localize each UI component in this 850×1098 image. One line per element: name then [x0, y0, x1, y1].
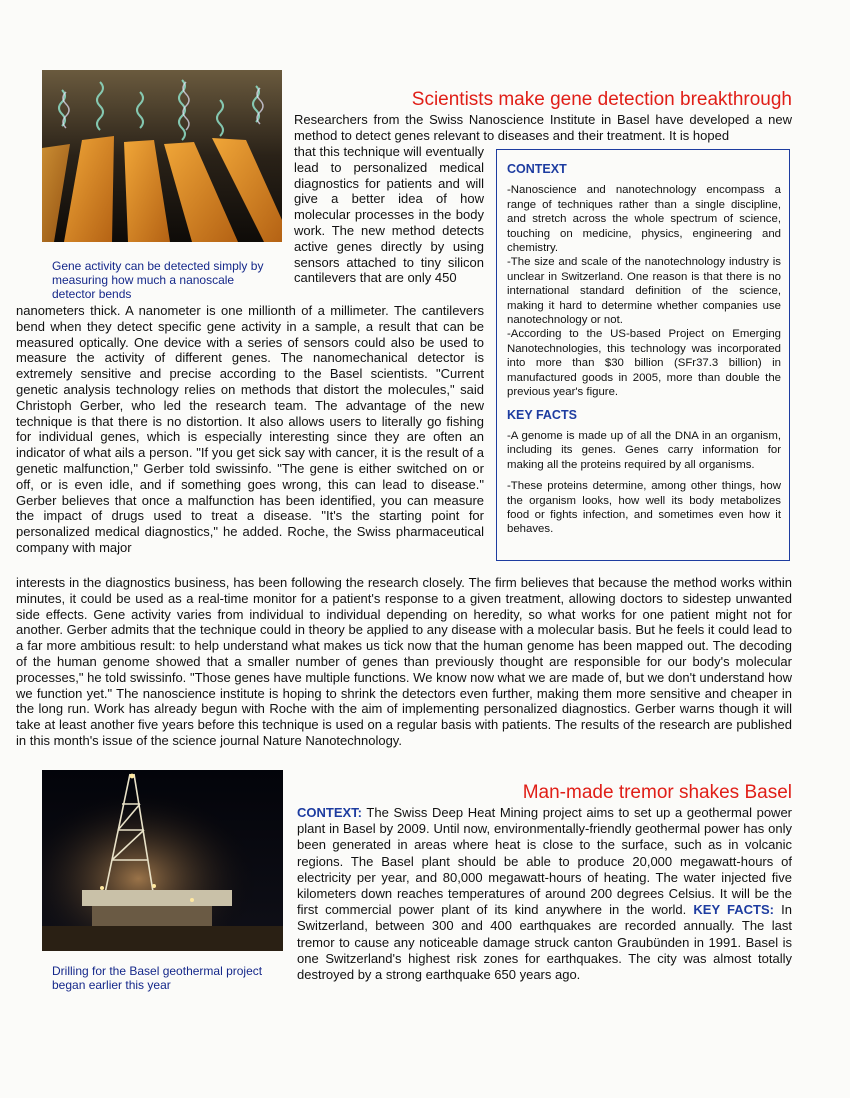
article-body-paragraph-1: Researchers from the Swiss Nanoscience Institute in Basel have developed a new method to detect genes relevant to diseases and their treatment. It is hoped — [294, 112, 792, 143]
image-caption-drilling: Drilling for the Basel geothermal project began earlier this year — [52, 964, 263, 992]
nanoscale-cantilever-photo — [42, 70, 282, 242]
key-facts-heading: KEY FACTS — [507, 407, 577, 422]
key-fact-item: -These proteins determine, among other things, how the organism looks, how well its body metabolizes food or fights infection, and sometimes even how it behaves. — [507, 480, 781, 536]
drilling-rig-photo — [42, 770, 283, 951]
context-item: -Nanoscience and nanotechnology encompass a range of techniques rather than a single discipline, and stretch across the whole spectrum of science, touching on medicine, physics, engineering and chemistry. — [507, 184, 781, 255]
context-heading: CONTEXT — [507, 162, 567, 176]
context-label: CONTEXT: — [297, 805, 362, 820]
context-item: -According to the US-based Project on Emerging Nanotechnologies, this technology was incorporated into more than $30 billion (SFr37.3 billion) in manufactured goods in 2005, more than double the previous year's figure. — [507, 328, 781, 399]
article-body-paragraph-2: that this technique will eventually lead to personalized medical diagnostics for patients and will give a better idea of how molecular processes in the body work. The new method detects active genes directly by using sensors attached to tiny silicon cantilevers that are only 450 — [294, 144, 484, 286]
article-body-paragraph-4: interests in the diagnostics business, has been following the research closely. The firm believes that because the method works within minutes, it could be used as a real-time monitor for a patient's response to a given treatment, allowing doctors to sidestep unwanted side effects. Gene activity varies from individual to individual depending on heredity, so what works for one patient might not for another. Gerber admits that the technique could in theory be applied to any disease with a molecular basis. But he feels it could lead to a far more ambitious result: to help understand what makes us tick now that the human genome has been mapped out. The decoding of the human genome showed that a smaller number of genes than previously thought are responsible for our body's molecular processes," he told swissinfo. "Those genes have multiple functions. We know now what we are made of, but we don't understand how we function yet." The nanoscience institute is hoping to shrink the detectors even further, making them more sensitive and cheaper in the long run. Work has already begun with Roche with the aim of implementing personalized diagnostics. Gerber warns though it will take at least another five years before this technique is used on a regular basis with patients. The results of the research are published in this month's issue of the science journal Nature Nanotechnology. — [16, 575, 792, 748]
article-body-paragraph-3: nanometers thick. A nanometer is one millionth of a millimeter. The cantilevers bend when they detect specific gene activity in a sample, a result that can be measured optically. One device with a series of sensors could also be used to measure the activity of different genes. The nanomechanical detector is extremely sensitive and precise according to the Basel scientists. "Current genetic analysis technology relies on methods that distort the molecules," said Christoph Gerber, who led the research team. The advantage of the new technique is that there is no distortion. It also allows users to literally go fishing for individual genes, which is especially interesting since they are often an indicator of what ails a person. "If you get sick say with cancer, it is the result of a genetic malfunction," Gerber told swissinfo. "The gene is either switched on or off, or is even idle, and if something goes wrong, this can lead to disease." Gerber believes that once a malfunction has been identified, you can measure the impact of drugs used to treat a disease. "It's the starting point for personalized medical diagnostics," he added. Roche, the Swiss pharmaceutical company with major — [16, 303, 484, 555]
key-facts-text: In Switzerland, between 300 and 400 earthquakes are recorded annually. The last tremor to cause any noticeable damage struck canton Graubünden in 1991. Basel is one Switzerland's highest risk zones for earthquakes. The city was almost totally destroyed by a strong earthquake 650 years ago. — [297, 902, 792, 983]
context-text: The Swiss Deep Heat Mining project aims to set up a geothermal power plant in Basel by 2009. Until now, environmentally-friendly geothermal power has only been generated in areas where heat is close to the surface, such as in volcanic regions. The Basel plant should be able to produce 20,000 megawatt-hours of electricity per year, and 80,000 megawatt-hours of heating. The water injected five kilometers down reaches temperatures of around 200 degrees Celsius. It will be the first commercial power plant of its kind anywhere in the world. — [297, 805, 792, 918]
article-body-tremor — [297, 805, 792, 983]
article-headline-gene-detection: Scientists make gene detection breakthrough — [411, 89, 792, 110]
key-facts-label: KEY FACTS: — [693, 902, 774, 918]
key-fact-item: -A genome is made up of all the DNA in an organism, including its genes. Genes carry information for making all the proteins required by all organisms. — [507, 429, 781, 471]
image-caption-gene-activity: Gene activity can be detected simply by measuring how much a nanoscale detector bends — [52, 259, 264, 301]
article-headline-tremor: Man-made tremor shakes Basel — [522, 782, 792, 803]
context-item: -The size and scale of the nanotechnology industry is unclear in Switzerland. One reason is that there is no international standard definition of the science, making it hard to determine whether companies use nanotechnology or not. — [507, 256, 781, 327]
context-sidebar — [496, 149, 790, 561]
